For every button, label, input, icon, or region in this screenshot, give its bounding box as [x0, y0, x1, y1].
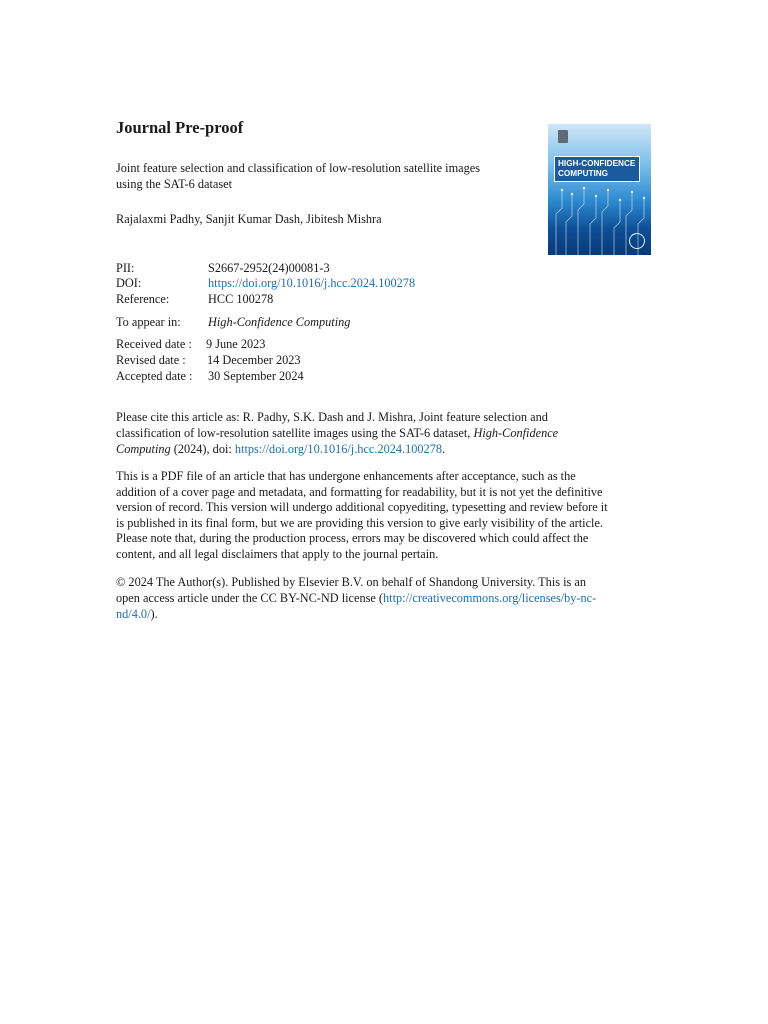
appear-label: To appear in:	[116, 315, 181, 329]
license-line: © 2024 The Author(s). Published by Elsevier B.V. on behalf of Shandong University. This is an	[116, 575, 586, 589]
journal-cover-image	[548, 124, 651, 255]
citation-text: classification of low-resolution satellite images using the SAT-6 dataset,	[116, 426, 474, 440]
journal-name: High-Confidence Computing	[208, 315, 351, 329]
license-text: ).	[150, 607, 158, 621]
cover-title	[558, 159, 635, 179]
accepted-label: Accepted date :	[116, 369, 193, 383]
article-authors: Rajalaxmi Padhy, Sanjit Kumar Dash, Jibitesh Mishra	[116, 212, 382, 226]
doi-label: DOI:	[116, 276, 142, 290]
badge-icon	[629, 233, 645, 249]
license-link[interactable]: nd/4.0/	[116, 607, 151, 621]
notice-line: addition of a cover page and metadata, and formatting for readability, but it is not yet the definitive	[116, 484, 603, 499]
article-title	[116, 160, 536, 192]
doi-link[interactable]: https://doi.org/10.1016/j.hcc.2024.100278	[208, 276, 416, 290]
license-paragraph	[116, 574, 652, 622]
received-date: 9 June 2023	[206, 337, 266, 351]
received-label: Received date :	[116, 337, 192, 351]
notice-line: is published in its final form, but we are providing this version to give early visibility of the article.	[116, 515, 603, 530]
citation-paragraph	[116, 409, 652, 457]
citation-text: .	[442, 442, 446, 456]
reference-label: Reference:	[116, 292, 170, 306]
license-text: open access article under the CC BY-NC-ND license (	[116, 591, 384, 605]
license-link[interactable]: http://creativecommons.org/licenses/by-nc-	[383, 591, 597, 605]
pii-value: S2667-2952(24)00081-3	[208, 261, 330, 275]
citation-line: Please cite this article as: R. Padhy, S.K. Dash and J. Mishra, Joint feature selection and	[116, 410, 548, 424]
citation-journal: Computing	[116, 442, 171, 456]
article-title-line: Joint feature selection and classification of low-resolution satellite images	[116, 161, 481, 175]
citation-line	[116, 441, 652, 457]
reference-value: HCC 100278	[208, 292, 274, 306]
citation-text: (2024), doi:	[170, 442, 235, 456]
cover-title-band	[554, 156, 640, 182]
license-line	[116, 606, 652, 622]
cover-title-line: COMPUTING	[558, 169, 609, 178]
accepted-date: 30 September 2024	[208, 369, 304, 383]
notice-line: version of record. This version will undergo additional copyediting, typesetting and review before it	[116, 500, 608, 515]
pii-label: PII:	[116, 261, 135, 275]
revised-label: Revised date :	[116, 353, 186, 367]
notice-line: This is a PDF file of an article that has undergone enhancements after acceptance, such as the	[116, 469, 576, 483]
license-line	[116, 590, 652, 606]
publisher-logo-icon	[558, 130, 568, 143]
journal-pre-proof-heading: Journal Pre-proof	[116, 118, 244, 137]
revised-date: 14 December 2023	[207, 353, 301, 367]
notice-line: Please note that, during the production process, errors may be discovered which could affect the	[116, 531, 589, 546]
cover-title-line: HIGH-CONFIDENCE	[558, 159, 636, 168]
citation-journal: High-Confidence	[473, 426, 559, 440]
notice-line: content, and all legal disclaimers that apply to the journal pertain.	[116, 546, 439, 561]
article-title-line: using the SAT-6 dataset	[116, 177, 233, 191]
pre-proof-notice	[116, 469, 652, 563]
citation-doi-link[interactable]: https://doi.org/10.1016/j.hcc.2024.100278	[234, 442, 442, 456]
citation-line	[116, 425, 652, 441]
